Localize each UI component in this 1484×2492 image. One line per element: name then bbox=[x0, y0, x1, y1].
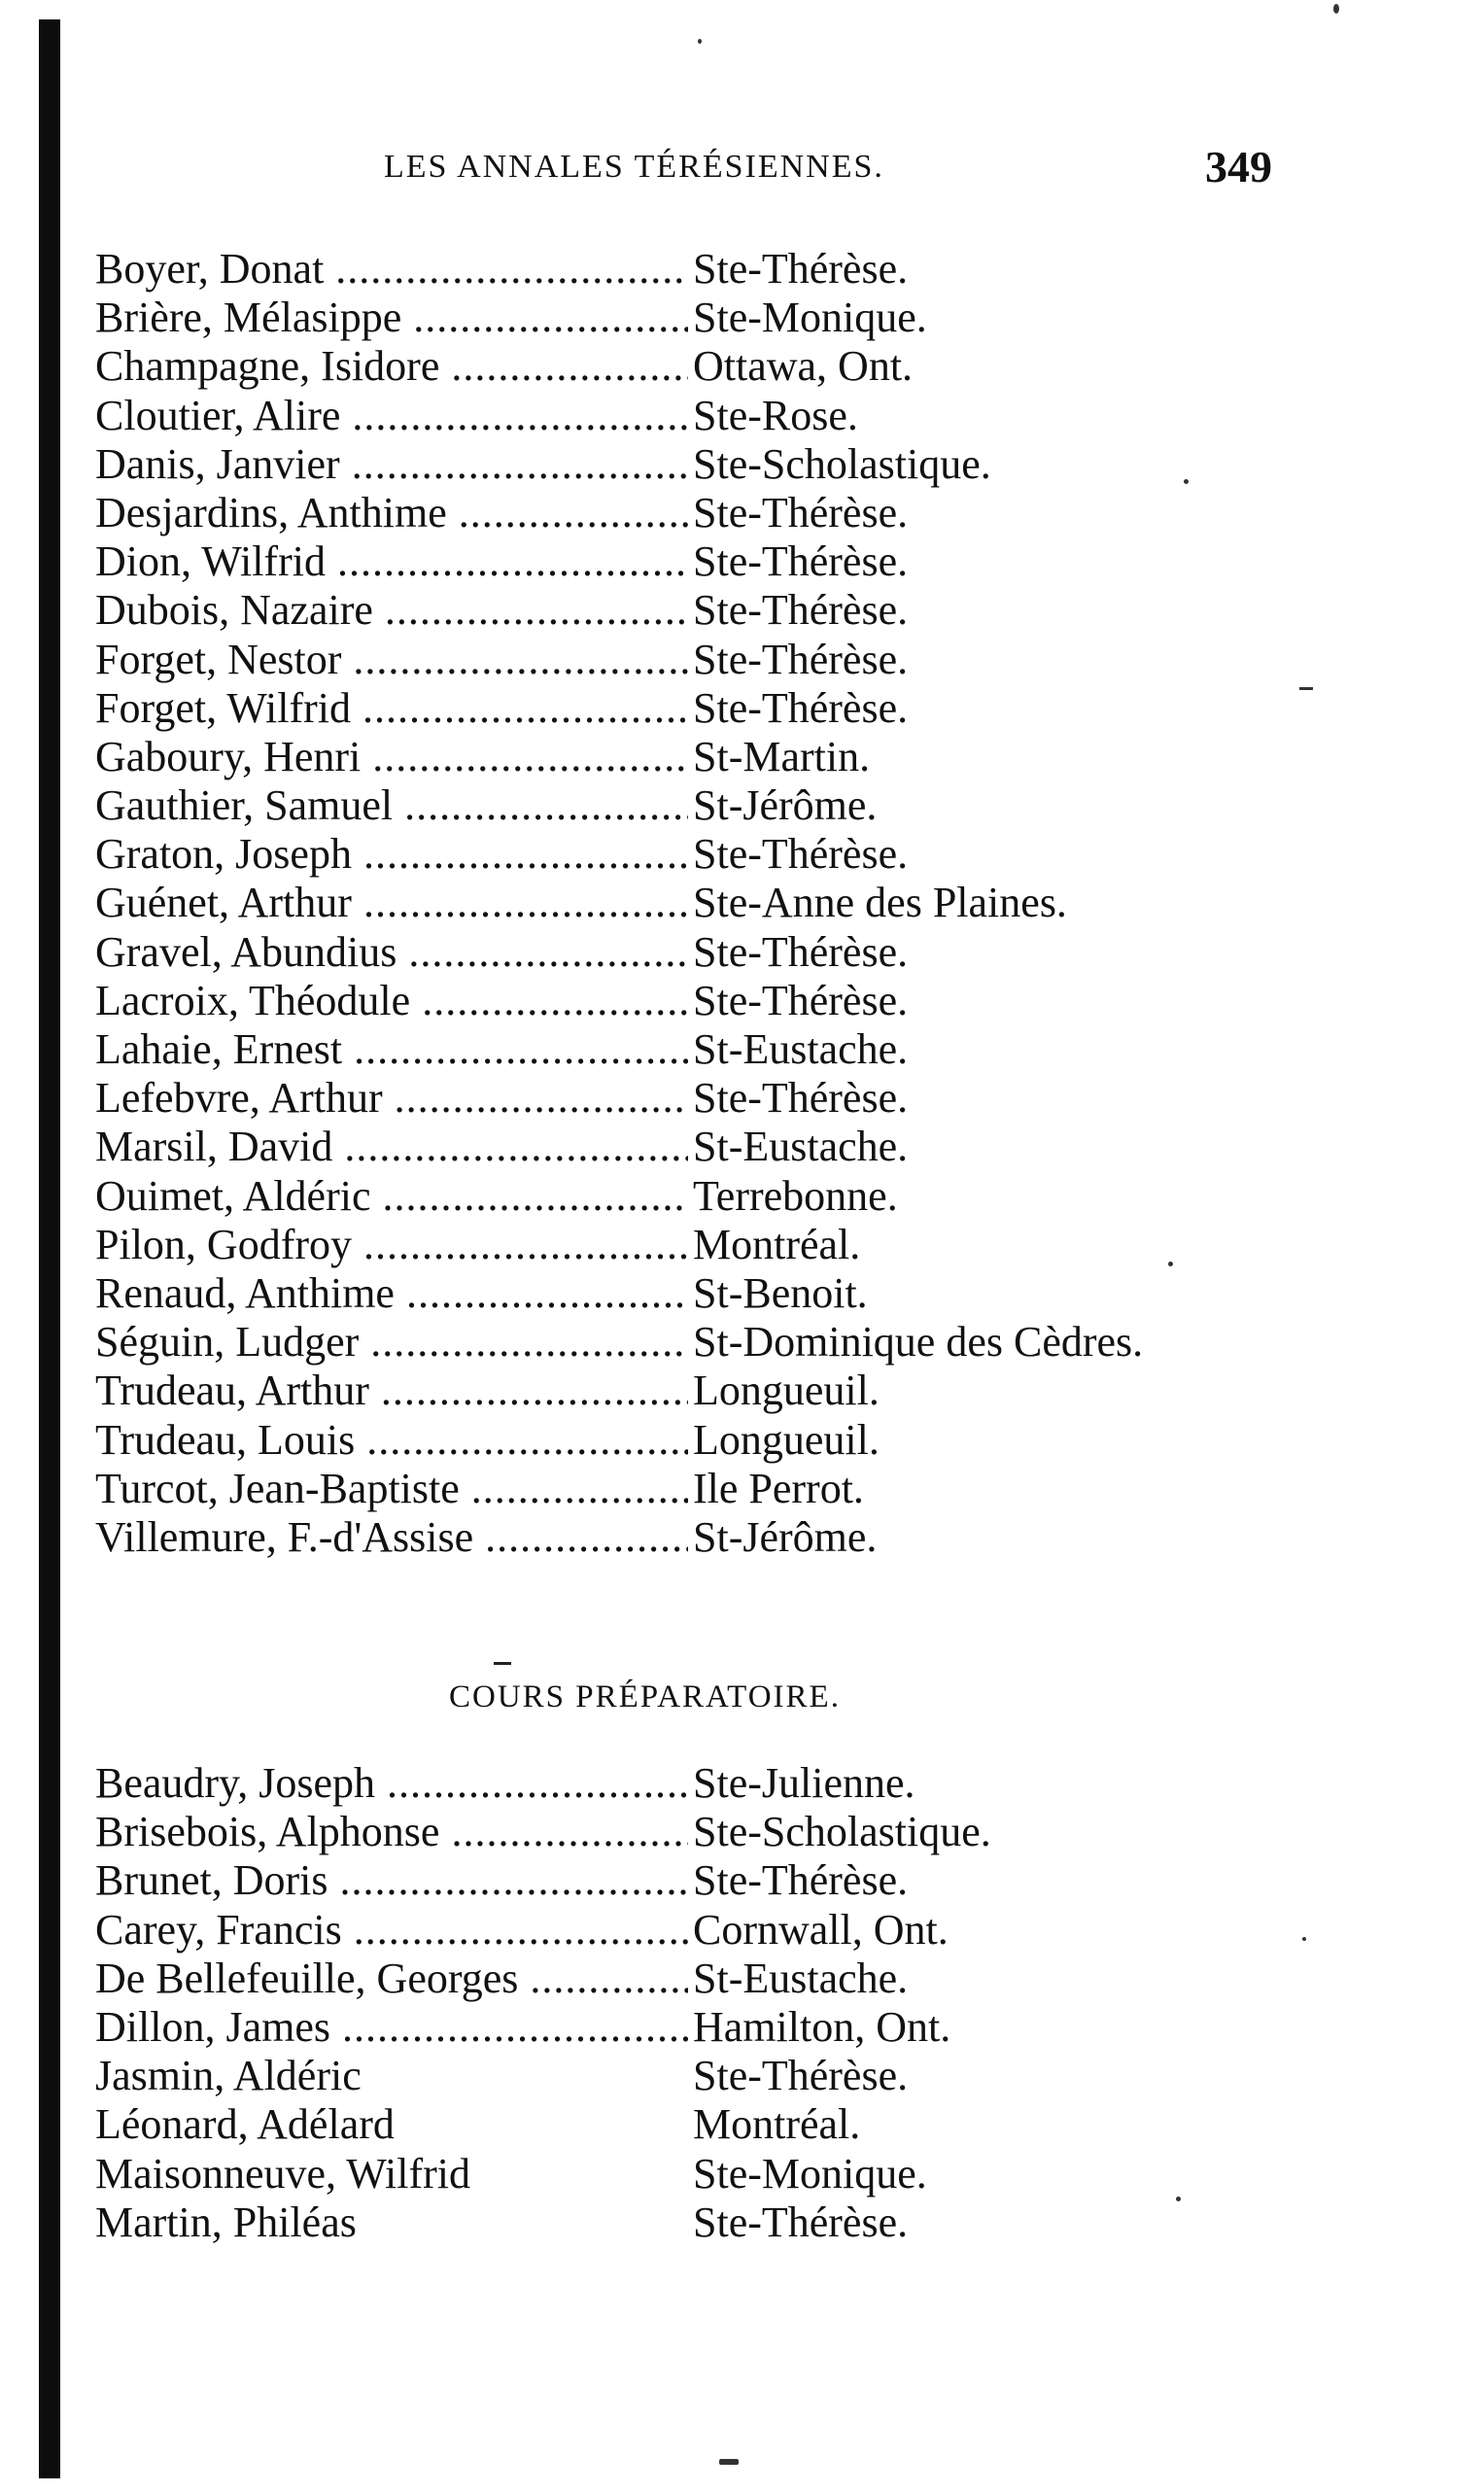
student-name: Turcot, Jean-Baptiste ..... bbox=[95, 1465, 688, 1513]
student-place: Ste-Thérèse. bbox=[693, 245, 909, 293]
student-place: Ste-Monique. bbox=[693, 2149, 927, 2198]
student-place: Ste-Thérèse. bbox=[693, 537, 909, 586]
student-place: St-Dominique des Cèdres. bbox=[693, 1318, 1144, 1367]
student-place: St-Eustache. bbox=[693, 1025, 909, 1073]
scan-speck bbox=[698, 39, 702, 44]
student-place: Ste-Scholastique. bbox=[693, 439, 991, 488]
student-place: Ste-Thérèse. bbox=[693, 635, 909, 683]
student-name: Boyer, Donat ..... bbox=[95, 245, 688, 294]
student-place: St-Martin. bbox=[693, 732, 871, 780]
student-place: Ste-Thérèse. bbox=[693, 2198, 909, 2246]
running-title: LES ANNALES TÉRÉSIENNES. bbox=[384, 149, 884, 185]
student-name: De Bellefeuille, Georges ..... bbox=[95, 1955, 688, 2003]
student-name: Maisonneuve, Wilfrid bbox=[95, 2149, 471, 2198]
scan-speck bbox=[1299, 687, 1313, 690]
student-place: Ste-Thérèse. bbox=[693, 927, 909, 976]
student-place: Ste-Rose. bbox=[693, 391, 858, 439]
student-name: Léonard, Adélard bbox=[95, 2100, 395, 2149]
student-name: Cloutier, Alire ..... bbox=[95, 392, 688, 440]
student-place: Cornwall, Ont. bbox=[693, 1905, 949, 1954]
scan-speck bbox=[1168, 1262, 1173, 1266]
student-name: Ouimet, Aldéric ..... bbox=[95, 1172, 688, 1221]
student-name: Lahaie, Ernest ..... bbox=[95, 1025, 688, 1074]
student-name: Villemure, F.-d'Assise ..... bbox=[95, 1513, 688, 1562]
student-name: Desjardins, Anthime ..... bbox=[95, 489, 688, 537]
student-name: Danis, Janvier ..... bbox=[95, 440, 688, 489]
student-name: Guénet, Arthur ..... bbox=[95, 879, 688, 927]
student-name: Martin, Philéas bbox=[95, 2198, 357, 2246]
student-name: Brunet, Doris ..... bbox=[95, 1856, 688, 1905]
student-place: St-Eustache. bbox=[693, 1123, 909, 1171]
student-place: Ste-Thérèse. bbox=[693, 1856, 909, 1905]
student-name: Champagne, Isidore ..... bbox=[95, 342, 688, 391]
student-name: Lefebvre, Arthur ..... bbox=[95, 1074, 688, 1123]
student-name: Lacroix, Théodule ..... bbox=[95, 977, 688, 1025]
student-place: St-Jérôme. bbox=[693, 1512, 878, 1561]
heading-dash bbox=[494, 1662, 511, 1665]
student-place: St-Eustache. bbox=[693, 1954, 909, 2002]
student-name: Brisebois, Alphonse ..... bbox=[95, 1808, 688, 1856]
student-name: Forget, Nestor ..... bbox=[95, 636, 688, 684]
scan-speck bbox=[719, 2459, 739, 2465]
student-name: Pilon, Godfroy ..... bbox=[95, 1221, 688, 1269]
student-name: Dillon, James ..... bbox=[95, 2003, 688, 2052]
student-name: Dubois, Nazaire ..... bbox=[95, 586, 688, 635]
student-name: Trudeau, Louis ..... bbox=[95, 1416, 688, 1465]
student-place: Ste-Thérèse. bbox=[693, 586, 909, 635]
student-place: Longueuil. bbox=[693, 1415, 880, 1464]
student-name: Gravel, Abundius ..... bbox=[95, 928, 688, 977]
section-heading bbox=[0, 1679, 1484, 1728]
section-heading-text: COURS PRÉPARATOIRE. bbox=[449, 1679, 841, 1714]
student-name: Séguin, Ludger ..... bbox=[95, 1318, 688, 1367]
student-name: Brière, Mélasippe ..... bbox=[95, 294, 688, 342]
student-name: Gaboury, Henri ..... bbox=[95, 733, 688, 781]
scan-speck bbox=[1302, 1937, 1306, 1941]
student-place: Hamilton, Ont. bbox=[693, 2002, 951, 2051]
student-place: Ste-Monique. bbox=[693, 294, 927, 342]
student-place: St-Jérôme. bbox=[693, 781, 878, 830]
binding-edge bbox=[39, 19, 60, 2478]
student-place: Ste-Thérèse. bbox=[693, 2052, 909, 2100]
student-place: Longueuil. bbox=[693, 1367, 880, 1415]
page-header bbox=[0, 141, 1484, 190]
student-name: Carey, Francis ..... bbox=[95, 1906, 688, 1955]
scan-speck bbox=[1333, 4, 1339, 14]
student-name: Trudeau, Arthur ..... bbox=[95, 1367, 688, 1415]
student-place: Terrebonne. bbox=[693, 1171, 898, 1220]
student-place: Ste-Thérèse. bbox=[693, 683, 909, 732]
student-place: Ste-Scholastique. bbox=[693, 1808, 991, 1856]
student-place: Ste-Thérèse. bbox=[693, 1074, 909, 1123]
student-place: Ile Perrot. bbox=[693, 1464, 864, 1512]
student-place: Ottawa, Ont. bbox=[693, 342, 914, 391]
student-name: Forget, Wilfrid ..... bbox=[95, 684, 688, 733]
student-name: Dion, Wilfrid ..... bbox=[95, 537, 688, 586]
student-place: Montréal. bbox=[693, 2100, 861, 2149]
student-place: Ste-Julienne. bbox=[693, 1759, 915, 1807]
student-name: Graton, Joseph ..... bbox=[95, 830, 688, 879]
scan-speck bbox=[1184, 479, 1189, 484]
student-place: St-Benoit. bbox=[693, 1268, 868, 1317]
student-place: Ste-Thérèse. bbox=[693, 488, 909, 536]
student-name: Gauthier, Samuel ..... bbox=[95, 781, 688, 830]
student-name: Renaud, Anthime ..... bbox=[95, 1269, 688, 1318]
page-number: 349 bbox=[1205, 142, 1272, 191]
student-place: Ste-Thérèse. bbox=[693, 830, 909, 879]
scan-speck bbox=[1176, 2197, 1181, 2201]
student-name: Beaudry, Joseph ..... bbox=[95, 1759, 688, 1808]
student-place: Ste-Thérèse. bbox=[693, 976, 909, 1024]
student-name: Jasmin, Aldéric bbox=[95, 2052, 362, 2100]
student-place: Ste-Anne des Plaines. bbox=[693, 879, 1067, 927]
student-name: Marsil, David ..... bbox=[95, 1123, 688, 1171]
student-place: Montréal. bbox=[693, 1220, 861, 1268]
